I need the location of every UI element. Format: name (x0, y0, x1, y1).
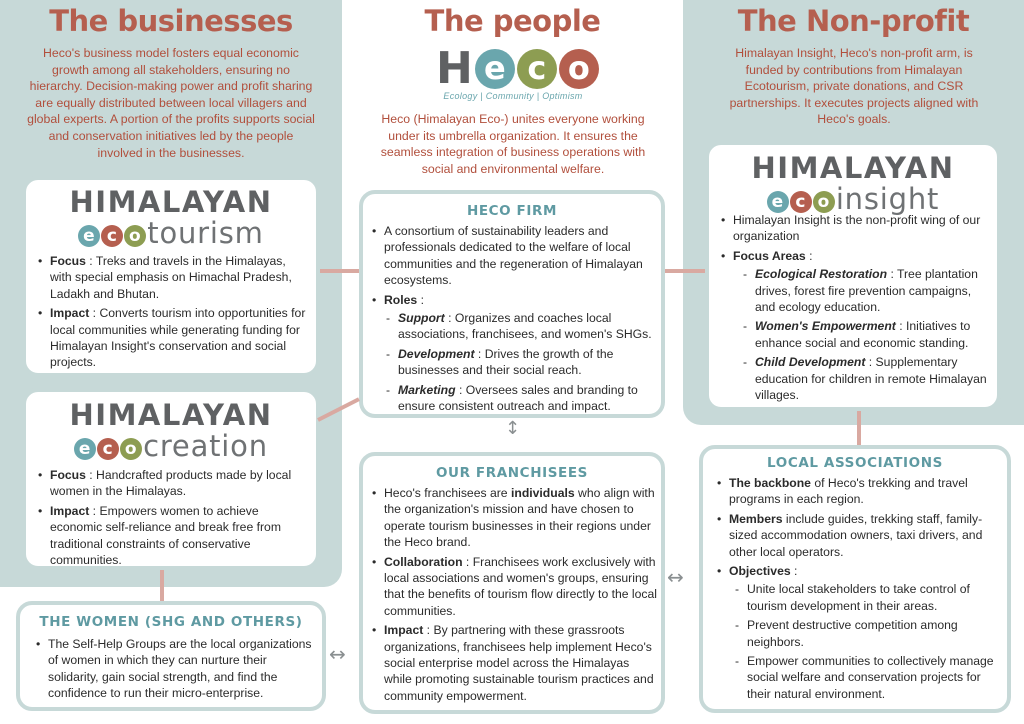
objective-item: - Prevent destructive competition among neighbors. (733, 617, 1007, 650)
heco-logo-letter-o: o (559, 49, 599, 89)
heco-firm-title: HECO FIRM (466, 203, 558, 219)
impact-label: Impact (50, 306, 90, 321)
businesses-intro: Heco's business model fosters equal economic growth among all stakeholders, ensuring no hierarchy. Decision-making power and profit sharing are equally distributed between local villagers and global experts. A portion of the profits supports social and conservation initiatives led by the people involved in the businesses. (27, 46, 315, 160)
focus-areas-suffix: : (805, 248, 813, 263)
area-item (741, 354, 993, 403)
objectives-list (733, 581, 1007, 702)
people-intro: Heco (Himalayan Eco-) unites everyone working under its umbrella organization. It ensures the seamless integration of business operations with social and environmental welfare. (380, 112, 646, 176)
ecotourism-logo-rest: tourism (147, 216, 264, 250)
list-item (372, 485, 658, 551)
ecocreation-card (22, 388, 320, 570)
ecocreation-logo (26, 429, 316, 463)
area-label: Ecological Restoration (755, 267, 888, 282)
area-label: Women's Empowerment (755, 319, 896, 334)
local-assoc-title: LOCAL ASSOCIATIONS (767, 455, 943, 471)
area-item (741, 318, 993, 351)
area-text: : Tree plantation drives, forest fire prevention campaigns, and ecology education. (755, 267, 978, 315)
list-item (36, 636, 316, 702)
insight-card (705, 141, 1001, 411)
franchisees-title: OUR FRANCHISEES (435, 465, 588, 481)
backbone-label: The backbone (729, 476, 811, 490)
businesses-heading: The businesses (49, 4, 293, 38)
area-text: : Supplementary education for children in remote Himalayan villages. (755, 355, 987, 403)
heco-logo-letter-c: c (517, 49, 557, 89)
list-item (717, 563, 1007, 702)
insight-logo-rest: insight (835, 182, 940, 216)
objectives-label: Objectives (729, 564, 791, 579)
eco-e-icon: e (767, 191, 789, 213)
double-arrow-vertical-icon: ↕ (505, 418, 521, 439)
role-text: : Oversees sales and branding to ensure consistent outreach and impact. (398, 382, 638, 414)
list-item (372, 292, 658, 415)
eco-c-icon: c (97, 438, 119, 460)
heco-firm-intro: A consortium of sustainability leaders and professionals dedicated to the welfare of local communities and the regeneration of Himalayan ecosystems. (384, 224, 643, 288)
connector-ecotourism-firm (320, 269, 359, 273)
impact-label: Impact (50, 503, 90, 518)
women-card (16, 601, 326, 711)
insight-logo (709, 182, 997, 216)
women-text: The Self-Help Groups are the local organizations of women in which they can nurture their solidarity, gain social strength, and find the confidence to run their micro-enterprise. (48, 637, 312, 701)
heco-logo-letter-e: e (475, 49, 515, 89)
eco-o-icon: o (813, 191, 835, 213)
list-item (38, 503, 308, 569)
area-text: : Initiatives to enhance social and economic standing. (755, 319, 971, 350)
backbone-text: of Heco's trekking and travel programs in each region. (729, 476, 968, 507)
roles-label: Roles (384, 292, 418, 307)
list-item (38, 253, 308, 302)
double-arrow-horizontal-icon: ↔ (329, 642, 346, 666)
objective-item: - Unite local stakeholders to take control of tourism development in their areas. (733, 581, 1007, 614)
individuals-label: individuals (510, 486, 575, 500)
roles-suffix: : (417, 292, 424, 307)
eco-o-icon: o (120, 438, 142, 460)
area-item (741, 266, 993, 315)
heco-logo (430, 44, 596, 104)
role-text: : Drives the growth of the businesses and their social reach. (398, 346, 614, 378)
connector-ecocreation-women (160, 570, 164, 601)
connector-insight-local (857, 411, 861, 445)
franchisees-text: Heco's franchisees are (384, 486, 511, 500)
women-title: THE WOMEN (SHG AND OTHERS) (39, 614, 303, 630)
collaboration-text: : Franchisees work exclusively with local associations and women's groups, ensuring that the benefits of tourism flow directly to the local communities. (384, 554, 657, 618)
franchisees-text: who align with the organization's mission and have chosen to operate tourism businesses in their regions under the Heco brand. (384, 486, 655, 550)
role-text: : Organizes and coaches local associations, franchisees, and women's SHGs. (398, 311, 652, 342)
list-item (721, 248, 993, 404)
heco-firm-list (372, 223, 658, 417)
role-label: Development (398, 346, 475, 361)
ecocreation-list (38, 467, 308, 571)
collaboration-label: Collaboration (384, 554, 463, 569)
local-assoc-list (717, 475, 1007, 705)
members-text: include guides, trekking staff, family-sized accommodation owners, taxi drivers, and other local operators. (729, 511, 983, 559)
eco-e-icon: e (78, 225, 100, 247)
heco-tagline: Ecology | Community | Optimism (443, 91, 583, 101)
list-item (38, 467, 308, 500)
list-item (717, 511, 1007, 560)
eco-e-icon: e (74, 438, 96, 460)
list-item (372, 554, 658, 620)
role-item (384, 310, 658, 343)
list-item (372, 223, 658, 289)
ecotourism-list (38, 253, 308, 374)
eco-c-icon: c (790, 191, 812, 213)
eco-o-icon: o (124, 225, 146, 247)
role-item (384, 382, 658, 415)
ecotourism-logo (26, 216, 316, 250)
connector-firm-insight (665, 269, 705, 273)
double-arrow-horizontal-icon: ↔ (667, 565, 684, 589)
franchisees-list (372, 485, 658, 707)
heco-logo-letter-h: H (436, 43, 473, 94)
focus-label: Focus (50, 468, 86, 482)
list-item (721, 212, 993, 245)
nonprofit-intro: Himalayan Insight, Heco's non-profit arm, is funded by contributions from Himalayan Ecotourism, private donations, and CSR partnerships. It executes projects aligned with Heco's goals. (729, 46, 979, 127)
eco-c-icon: c (101, 225, 123, 247)
role-label: Marketing (398, 382, 456, 397)
impact-text: : Empowers women to achieve economic self-reliance and break free from traditional constraints of conservative communities. (50, 503, 281, 568)
roles-list (384, 310, 658, 414)
focus-label: Focus (50, 254, 86, 268)
objectives-suffix: : (790, 564, 798, 579)
franchisees-card (359, 452, 665, 714)
insight-logo-top: HIMALAYAN (751, 151, 955, 185)
impact-label: Impact (384, 623, 424, 638)
objective-item: - Empower communities to collectively manage social welfare and conservation projects for their natural environment. (733, 653, 1007, 702)
focus-areas-label: Focus Areas (733, 248, 806, 263)
members-label: Members (729, 511, 783, 526)
women-list (36, 636, 316, 705)
impact-text: : Converts tourism into opportunities for local communities while generating funding for Himalayan Insight's conservation and social projects. (50, 306, 306, 370)
ecocreation-logo-rest: creation (143, 429, 268, 463)
people-heading: The people (424, 4, 601, 38)
impact-text: : By partnering with these grassroots organizations, franchisees help implement Heco's social enterprise model across the Himalayas while promoting sustainable tourism practices and community empowerment. (384, 623, 654, 703)
list-item (717, 475, 1007, 508)
insight-list (721, 212, 993, 406)
role-item (384, 346, 658, 379)
role-label: Support (398, 311, 445, 326)
area-label: Child Development (755, 355, 866, 370)
focus-text: : Treks and travels in the Himalayas, with special emphasis on Himachal Pradesh, Ladakh and Bhutan. (50, 254, 292, 301)
ecotourism-card (22, 176, 320, 377)
focus-text: : Handcrafted products made by local women in the Himalayas. (50, 468, 292, 499)
ecocreation-logo-top: HIMALAYAN (69, 398, 273, 432)
list-item (372, 622, 658, 704)
list-item (38, 305, 308, 371)
insight-intro: Himalayan Insight is the non-profit wing of our organization (733, 213, 981, 244)
ecotourism-logo-top: HIMALAYAN (69, 185, 273, 219)
areas-list (741, 266, 993, 403)
heco-firm-card (359, 190, 665, 418)
local-assoc-card (699, 445, 1011, 713)
nonprofit-heading: The Non-profit (737, 4, 970, 38)
